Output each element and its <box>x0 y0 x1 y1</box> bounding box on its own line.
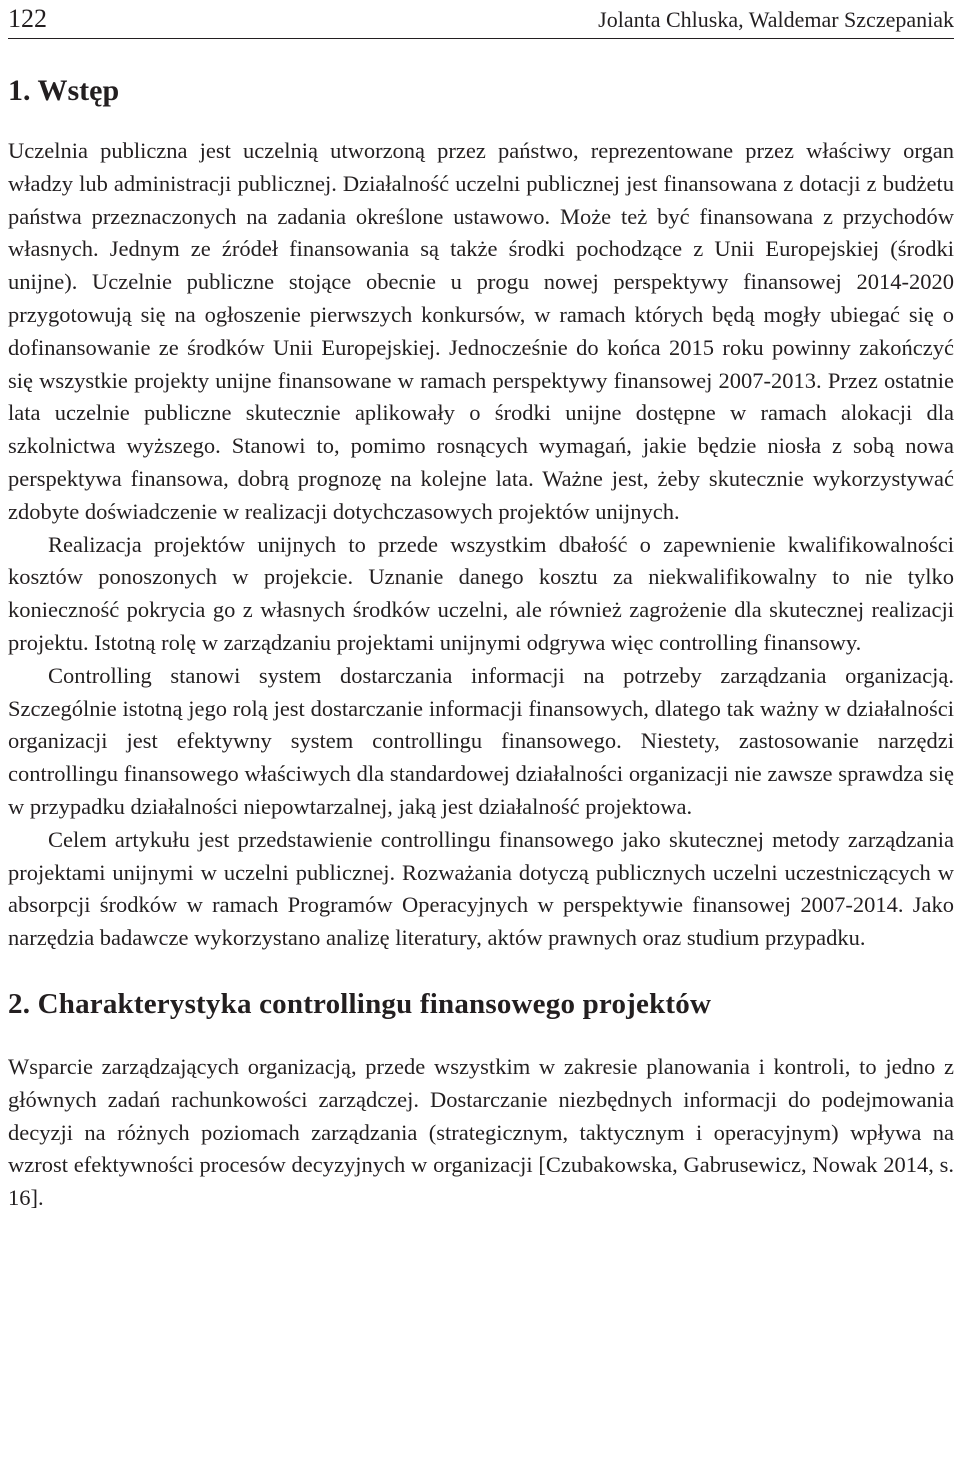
paragraph: Controlling stanowi system dostarczania informacji na potrzeby zarządzania organizacją. Szczególnie istotną jego rolą jest dostarczanie informacji finansowych, dlatego tak ważny w działalności organizacji jest efektywny system controllingu finansowego. Niestety, zastosowanie narzędzi controllingu finansowego właściwych dla standardowej działalności organizacji nie zawsze sprawdza się w przypadku działalności niepowtarzalnej, jaką jest działalność projektowa. <box>8 662 954 819</box>
section-heading-intro: 1. Wstęp <box>8 74 120 107</box>
paragraph: Uczelnia publiczna jest uczelnią utworzoną przez państwo, reprezentowane przez właściwy organ władzy lub administracji publicznej. Działalność uczelni publicznej jest finansowana z dotacji z budżetu państwa przeznaczonych na zadania określone ustawowo. Może też być finansowana z przychodów własnych. Jednym ze źródeł finansowania są także środki pochodzące z Unii Europejskiej (środki unijne). Uczelnie publiczne stojące obecnie u progu nowej perspektywy finansowej 2014-2020 przygotowują się na ogłoszenie pierwszych konkursów, w ramach których będą mogły ubiegać się o dofinansowanie ze środków Unii Europejskiej. Jednocześnie do końca 2015 roku powinny zakończyć się wszystkie projekty unijne finansowane w ramach perspektywy finansowej 2007-2013. Przez ostatnie lata uczelnie publiczne skutecznie aplikowały o środki unijne dostępne w ramach alokacji dla szkolnictwa wyższego. Stanowi to, pomimo rosnących wymagań, jakie będzie niosła z sobą nowa perspektywa finansowa, dobrą prognozę na kolejne lata. Ważne jest, żeby skutecznie wykorzystywać zdobyte doświadczenie w realizacji dotychczasowych projektów unijnych. <box>8 138 954 524</box>
paragraph: Realizacja projektów unijnych to przede wszystkim dbałość o zapewnienie kwalifikowalności kosztów ponoszonych w projekcie. Uznanie danego kosztu za niekwalifikowalny to nie tylko konieczność pokrycia go z własnych środków uczelni, ale również zagrożenie dla skutecznej realizacji projektu. Istotną rolę w zarządzaniu projektami unijnymi odgrywa więc controlling finansowy. <box>8 531 954 655</box>
page-number: 122 <box>8 4 47 33</box>
paragraph: Wsparcie zarządzających organizacją, przede wszystkim w zakresie planowania i kontroli, to jedno z głównych zadań rachunkowości zarządczej. Dostarczanie niezbędnych informacji do podejmowania decyzji na różnych poziomach zarządzania (strategicznym, taktycznym i operacyjnym) wpływa na wzrost efektywności procesów decyzyjnych w organizacji [Czubakowska, Gabrusewicz, Nowak 2014, s. 16]. <box>8 1053 954 1211</box>
running-title-authors: Jolanta Chluska, Waldemar Szczepaniak <box>598 7 954 32</box>
section-heading-characteristics: 2. Charakterystyka controllingu finansowego projektów <box>8 987 712 1020</box>
running-header <box>8 0 954 39</box>
paragraph: Celem artykułu jest przedstawienie controllingu finansowego jako skutecznej metody zarządzania projektami unijnymi w uczelni publicznej. Rozważania dotyczą publicznych uczelni uczestniczących w absorpcji środków w ramach Programów Operacyjnych w perspektywie finansowej 2007-2014. Jako narzędzia badawcze wykorzystano analizę literatury, aktów prawnych oraz studium przypadku. <box>8 826 954 951</box>
document-page <box>8 0 954 1215</box>
